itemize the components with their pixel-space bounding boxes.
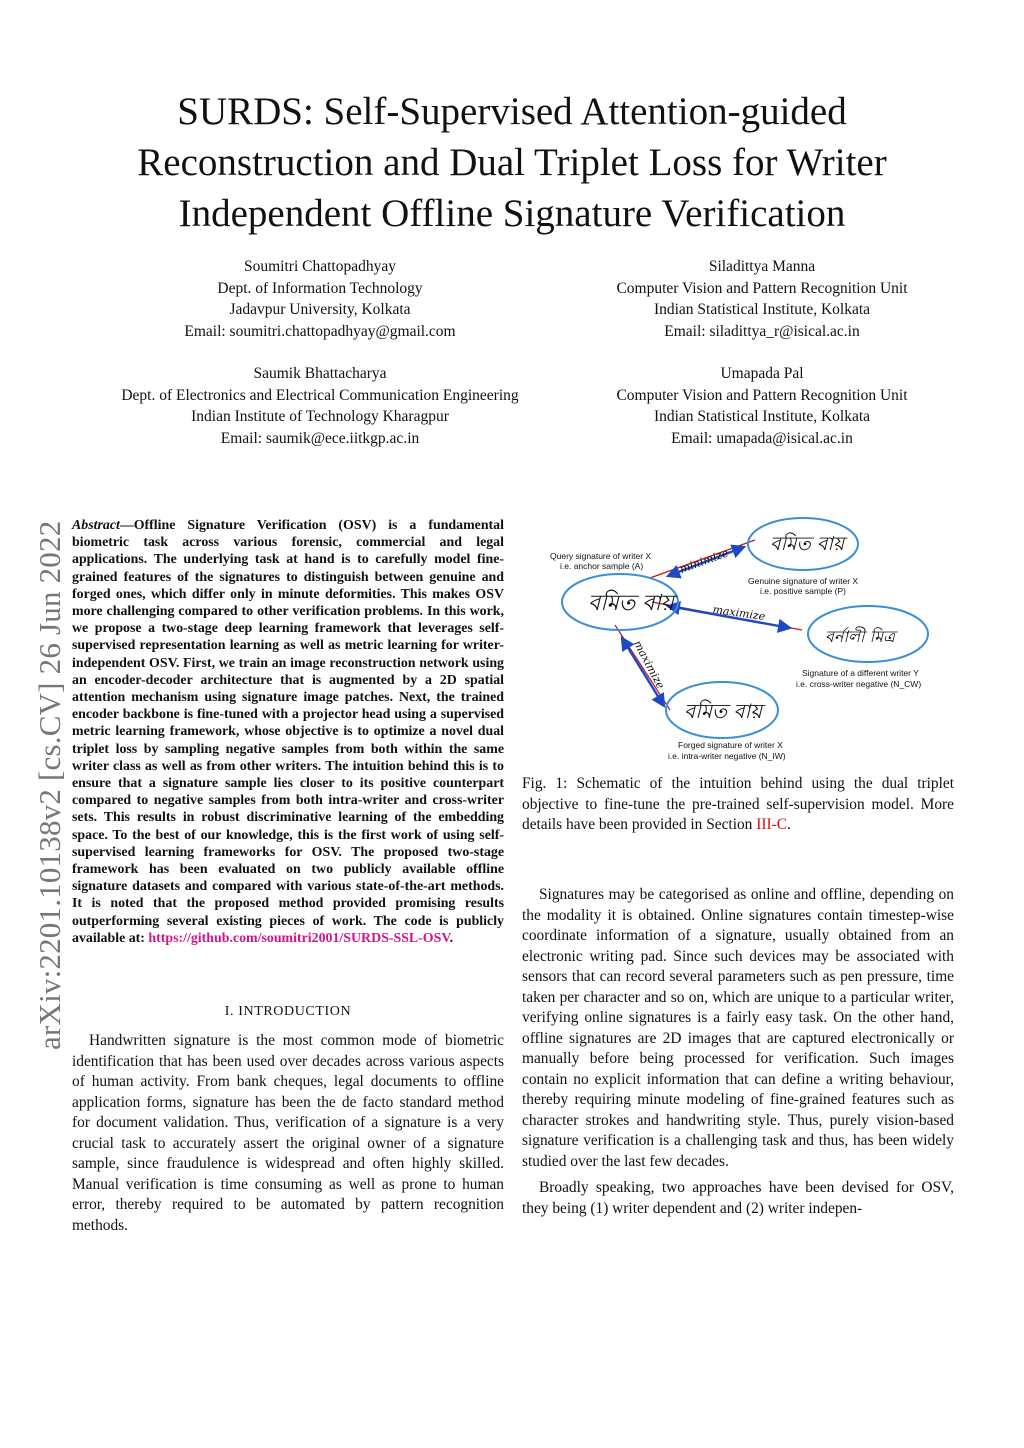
crosswriter-signature: বর্নালী মিত্র — [825, 627, 895, 646]
section-reference-link[interactable]: III-C — [756, 816, 787, 833]
author-institution: Indian Statistical Institute, Kolkata — [653, 301, 871, 318]
title-line-3: Independent Offline Signature Verification — [178, 192, 846, 235]
author-institution: Indian Institute of Technology Kharagpur — [191, 408, 449, 425]
code-link[interactable]: https://github.com/soumitri2001/SURDS-SSL-OSV — [148, 930, 450, 946]
intrawriter-label-1: Forged signature of writer X — [678, 740, 783, 750]
figure-dual-triplet-schematic — [540, 510, 950, 765]
author-name: Soumitri Chattopadhyay — [244, 258, 396, 275]
anchor-label-1: Query signature of writer X — [550, 551, 652, 561]
intrawriter-label-2: i.e. intra-writer negative (N_IW) — [668, 751, 786, 761]
author-email: Email: saumik@ece.iitkgp.ac.in — [220, 429, 420, 447]
author-email: Email: umapada@isical.ac.in — [671, 429, 853, 447]
minimize-label: minimize — [677, 546, 731, 576]
intro-column-right — [522, 885, 954, 1225]
positive-signature: বমিত বায় — [770, 533, 845, 555]
author-dept: Computer Vision and Pattern Recognition Unit — [616, 386, 908, 404]
positive-label-1: Genuine signature of writer X — [748, 576, 859, 586]
arxiv-identifier: arXiv:2201.10138v2 [cs.CV] 26 Jun 2022 — [32, 520, 67, 1050]
intro-paragraph-1: Handwritten signature is the most common mode of biometric identification that has been used over decades across various aspects of human activity. From bank cheques, legal documents to offline application forms, signature has been the de facto standard method for document validation. Thus, verification of a signature is a very crucial task to accurately assert the original owner of a signature sample, since fraudulence is widespread and often highly skilled. Manual verification is time consuming as well as prone to human error, thereby required to be automated by pattern recognition methods. — [72, 1032, 504, 1234]
section-heading-introduction: I. INTRODUCTION — [224, 1004, 352, 1019]
anchor-label-2: i.e. anchor sample (A) — [560, 561, 644, 571]
title-line-1: SURDS: Self-Supervised Attention-guided — [177, 90, 847, 133]
author-block-2 — [562, 256, 962, 342]
author-block-3 — [70, 363, 570, 449]
crosswriter-label-2: i.e. cross-writer negative (N_CW) — [796, 679, 922, 689]
author-block-4 — [562, 363, 962, 449]
maximize-label-2: maximize — [630, 638, 668, 692]
abstract-label: Abstract — [72, 518, 120, 533]
author-name: Saumik Bhattacharya — [253, 365, 387, 382]
author-email: Email: siladittya_r@isical.ac.in — [664, 322, 860, 340]
positive-label-2: i.e. positive sample (P) — [760, 586, 846, 596]
author-dept: Dept. of Information Technology — [217, 279, 423, 297]
caption-end: . — [787, 816, 791, 833]
figure-caption — [522, 774, 954, 836]
author-block-1 — [120, 256, 520, 342]
title-line-2: Reconstruction and Dual Triplet Loss for Writer — [137, 141, 887, 184]
abstract-text: —Offline Signature Verification (OSV) is a fundamental biometric task across various forensic, commercial and legal applications. The underlying task at hand is to carefully model fine-grained features of the signatures to distinguish between genuine and forged ones, which differ only in minute deformities. This makes OSV more challenging compared to other verification problems. In this work, we propose a two-stage deep learning framework that leverages self-supervised representation learning as well as metric learning for writer-independent OSV. First, we train an image reconstruction network using an encoder-decoder architecture that is augmented by a 2D spatial attention mechanism using signature image patches. Next, the trained encoder backbone is fine-tuned with a projector head using a supervised metric learning framework, whose objective is to optimize a novel dual triplet loss by sampling negative samples from both within the same writer class as well as from other writers. The intuition behind this is to ensure that a signature sample lies closer to its positive counterpart compared to negative samples from both intra-writer and cross-writer sets. This results in robust discriminative learning of the embedding space. To the best of our knowledge, this is the first work of using self-supervised learning frameworks for OSV. The proposed two-stage framework has been evaluated on two publicly available offline signature datasets and compared with various state-of-the-art methods. It is noted that the proposed method provided promising results outperforming several existing pieces of work. The code is publicly available at: — [72, 518, 504, 946]
abstract — [72, 517, 504, 947]
author-email: Email: soumitri.chattopadhyay@gmail.com — [184, 322, 456, 340]
author-dept: Dept. of Electronics and Electrical Communication Engineering — [121, 386, 519, 404]
intro-paragraph-2: Signatures may be categorised as online and offline, depending on the modality it is obtained. Online signatures contain timestep-wise coordinate information of a signature, usually obtained from an electronic writing pad. Since such devices may be associated with sensors that can record several parameters such as pen pressure, time taken per character and so on, which are unique to a particular writer, verifying online signatures is a fairly easy task. On the other hand, offline signatures are 2D images that are captured electronically or manually before being processed for verification. Such images contain no explicit information that can define a writing behaviour, thereby requiring minute modeling of fine-grained features such as character strokes and handwriting style. Thus, purely vision-based signature verification is a challenging task and thus, has been widely studied over the last few decades. — [522, 886, 954, 1170]
maximize-label-1: maximize — [711, 602, 767, 624]
abstract-end: . — [449, 930, 454, 946]
intro-column-left — [72, 1031, 504, 1242]
intrawriter-signature: বমিত বায় — [684, 699, 763, 723]
author-institution: Jadavpur University, Kolkata — [229, 301, 411, 318]
anchor-signature: বমিত বায় — [588, 591, 674, 616]
crosswriter-label-1: Signature of a different writer Y — [802, 668, 919, 678]
author-institution: Indian Statistical Institute, Kolkata — [653, 408, 871, 425]
paper-title — [70, 86, 954, 239]
author-name: Umapada Pal — [720, 365, 804, 382]
author-name: Siladittya Manna — [708, 258, 816, 275]
intro-paragraph-3: Broadly speaking, two approaches have been devised for OSV, they being (1) writer dependent and (2) writer indepen- — [522, 1179, 954, 1217]
caption-text: Fig. 1: Schematic of the intuition behind using the dual triplet objective to fine-tune the pre-trained self-supervision model. More details have been provided in Section — [522, 775, 954, 833]
author-dept: Computer Vision and Pattern Recognition Unit — [616, 279, 908, 297]
